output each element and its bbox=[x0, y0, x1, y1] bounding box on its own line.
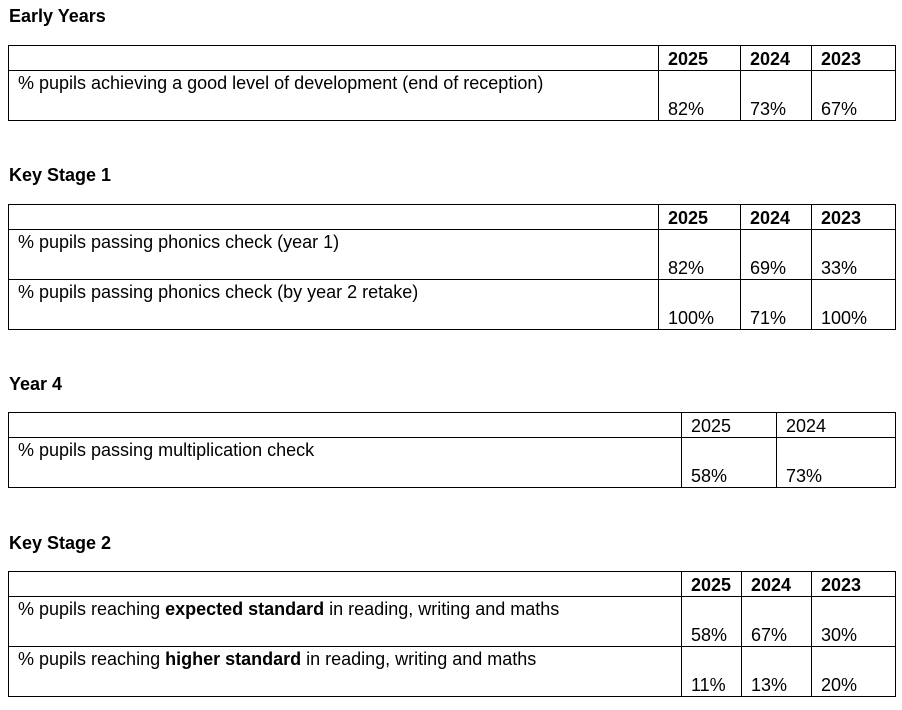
value-cell: 58% bbox=[682, 597, 742, 647]
header-empty-cell bbox=[9, 572, 682, 597]
label-text: % pupils reaching bbox=[18, 649, 166, 669]
year-4-heading: Year 4 bbox=[9, 374, 63, 394]
value-cell: 30% bbox=[812, 597, 896, 647]
value-cell: 69% bbox=[741, 230, 812, 280]
table-row bbox=[9, 438, 896, 488]
year-header: 2023 bbox=[812, 205, 896, 230]
year-header: 2025 bbox=[659, 46, 741, 71]
header-empty-cell bbox=[9, 46, 659, 71]
table-row bbox=[9, 230, 896, 280]
value-cell: 82% bbox=[659, 71, 741, 121]
value-cell: 33% bbox=[812, 230, 896, 280]
header-empty-cell bbox=[9, 413, 682, 438]
key-stage-2-table bbox=[8, 571, 896, 697]
key-stage-1-table bbox=[8, 204, 896, 330]
table-row bbox=[9, 280, 896, 330]
year-header: 2025 bbox=[659, 205, 741, 230]
label-text: in reading, writing and maths bbox=[324, 599, 560, 619]
table-row bbox=[9, 71, 896, 121]
year-header: 2024 bbox=[777, 413, 896, 438]
table-row bbox=[9, 647, 896, 697]
year-header: 2023 bbox=[812, 572, 896, 597]
table-row bbox=[9, 597, 896, 647]
label-text: % pupils reaching bbox=[18, 599, 166, 619]
header-empty-cell bbox=[9, 205, 659, 230]
value-cell: 67% bbox=[812, 71, 896, 121]
year-header: 2025 bbox=[682, 572, 742, 597]
table-header-row bbox=[9, 413, 896, 438]
key-stage-2-heading: Key Stage 2 bbox=[9, 533, 112, 553]
value-cell: 100% bbox=[812, 280, 896, 330]
label-emphasis: higher standard bbox=[165, 649, 302, 669]
year-header: 2024 bbox=[741, 205, 812, 230]
year-header: 2023 bbox=[812, 46, 896, 71]
value-cell: 11% bbox=[682, 647, 742, 697]
year-header: 2025 bbox=[682, 413, 777, 438]
early-years-table bbox=[8, 45, 896, 121]
table-header-row bbox=[9, 205, 896, 230]
table-header-row bbox=[9, 46, 896, 71]
value-cell: 58% bbox=[682, 438, 777, 488]
row-label: % pupils passing phonics check (by year 2 retake) bbox=[9, 280, 659, 330]
year-header: 2024 bbox=[741, 46, 812, 71]
value-cell: 13% bbox=[742, 647, 812, 697]
label-text: in reading, writing and maths bbox=[301, 649, 537, 669]
label-emphasis: expected standard bbox=[165, 599, 325, 619]
value-cell: 20% bbox=[812, 647, 896, 697]
value-cell: 100% bbox=[659, 280, 741, 330]
value-cell: 82% bbox=[659, 230, 741, 280]
value-cell: 71% bbox=[741, 280, 812, 330]
row-label: % pupils passing phonics check (year 1) bbox=[9, 230, 659, 280]
table-header-row bbox=[9, 572, 896, 597]
row-label: % pupils passing multiplication check bbox=[9, 438, 682, 488]
year-4-table bbox=[8, 412, 896, 488]
value-cell: 67% bbox=[742, 597, 812, 647]
value-cell: 73% bbox=[741, 71, 812, 121]
key-stage-1-heading: Key Stage 1 bbox=[9, 165, 112, 185]
year-header: 2024 bbox=[742, 572, 812, 597]
early-years-heading: Early Years bbox=[9, 6, 106, 26]
row-label bbox=[9, 647, 682, 697]
row-label: % pupils achieving a good level of development (end of reception) bbox=[9, 71, 659, 121]
row-label bbox=[9, 597, 682, 647]
value-cell: 73% bbox=[777, 438, 896, 488]
